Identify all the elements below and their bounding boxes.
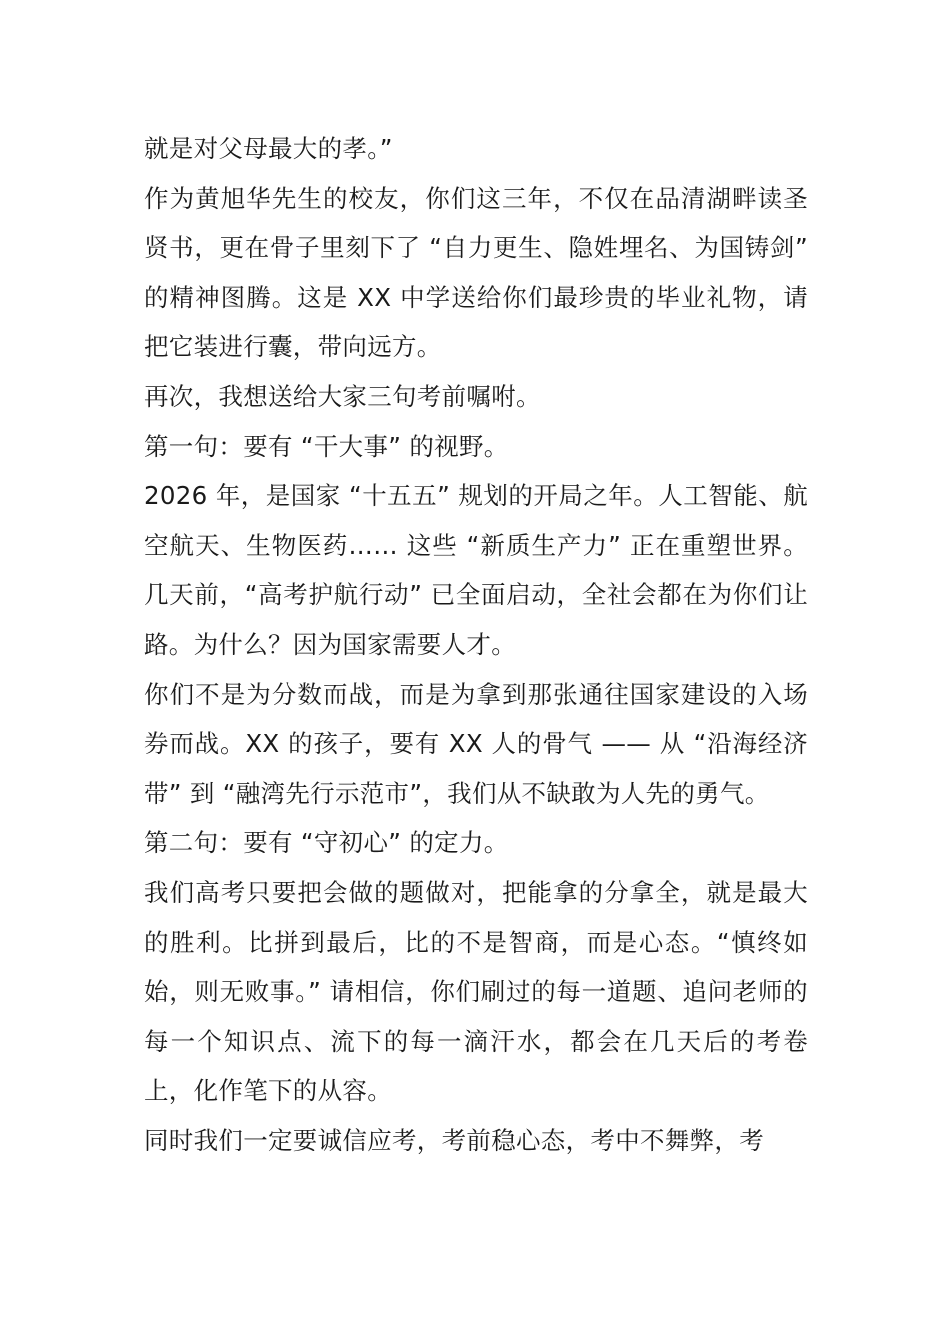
document-body [144,124,808,1165]
paragraph-alumni: 作为黄旭华先生的校友，你们这三年，不仅在品清湖畔读圣贤书，更在骨子里刻下了 “自力更生、隐姓埋名、为国铸剑” 的精神图腾。这是 XX 中学送给你们最珍贵的毕业礼物，请把它装进行囊，带向远方。 [144,183,808,362]
paragraph-three-sentences: 再次，我想送给大家三句考前嘱咐。 [144,381,541,411]
heading-first-sentence: 第一句：要有 “干大事” 的视野。 [144,431,509,461]
paragraph-calm-mind: 我们高考只要把会做的题做对，把能拿的分拿全，就是最大的胜利。比拼到最后，比的不是智商，而是心态。“慎终如始，则无败事。” 请相信，你们刷过的每一道题、追问老师的每一个知识点、流下的每一滴汗水，都会在几天后的考卷上，化作笔下的从容。 [144,877,808,1106]
paragraph-filial-piety: 就是对父母最大的孝。” [144,134,393,163]
paragraph-2026: 2026 年，是国家 “十五五” 规划的开局之年。人工智能、航空航天、生物医药…… 这些 “新质生产力” 正在重塑世界。几天前，“高考护航行动” 已全面启动，全社会都在为你们让路。为什么？因为国家需要人才。 [144,481,808,659]
heading-second-sentence: 第二句：要有 “守初心” 的定力。 [144,828,509,858]
paragraph-not-for-scores: 你们不是为分数而战，而是为拿到那张通往国家建设的入场券而战。XX 的孩子，要有 XX 人的骨气 —— 从 “沿海经济带” 到 “融湾先行示范市”，我们从不缺敢为人先的勇气。 [144,679,808,808]
paragraph-honest-exam: 同时我们一定要诚信应考，考前稳心态，考中不舞弊，考 [144,1125,764,1155]
